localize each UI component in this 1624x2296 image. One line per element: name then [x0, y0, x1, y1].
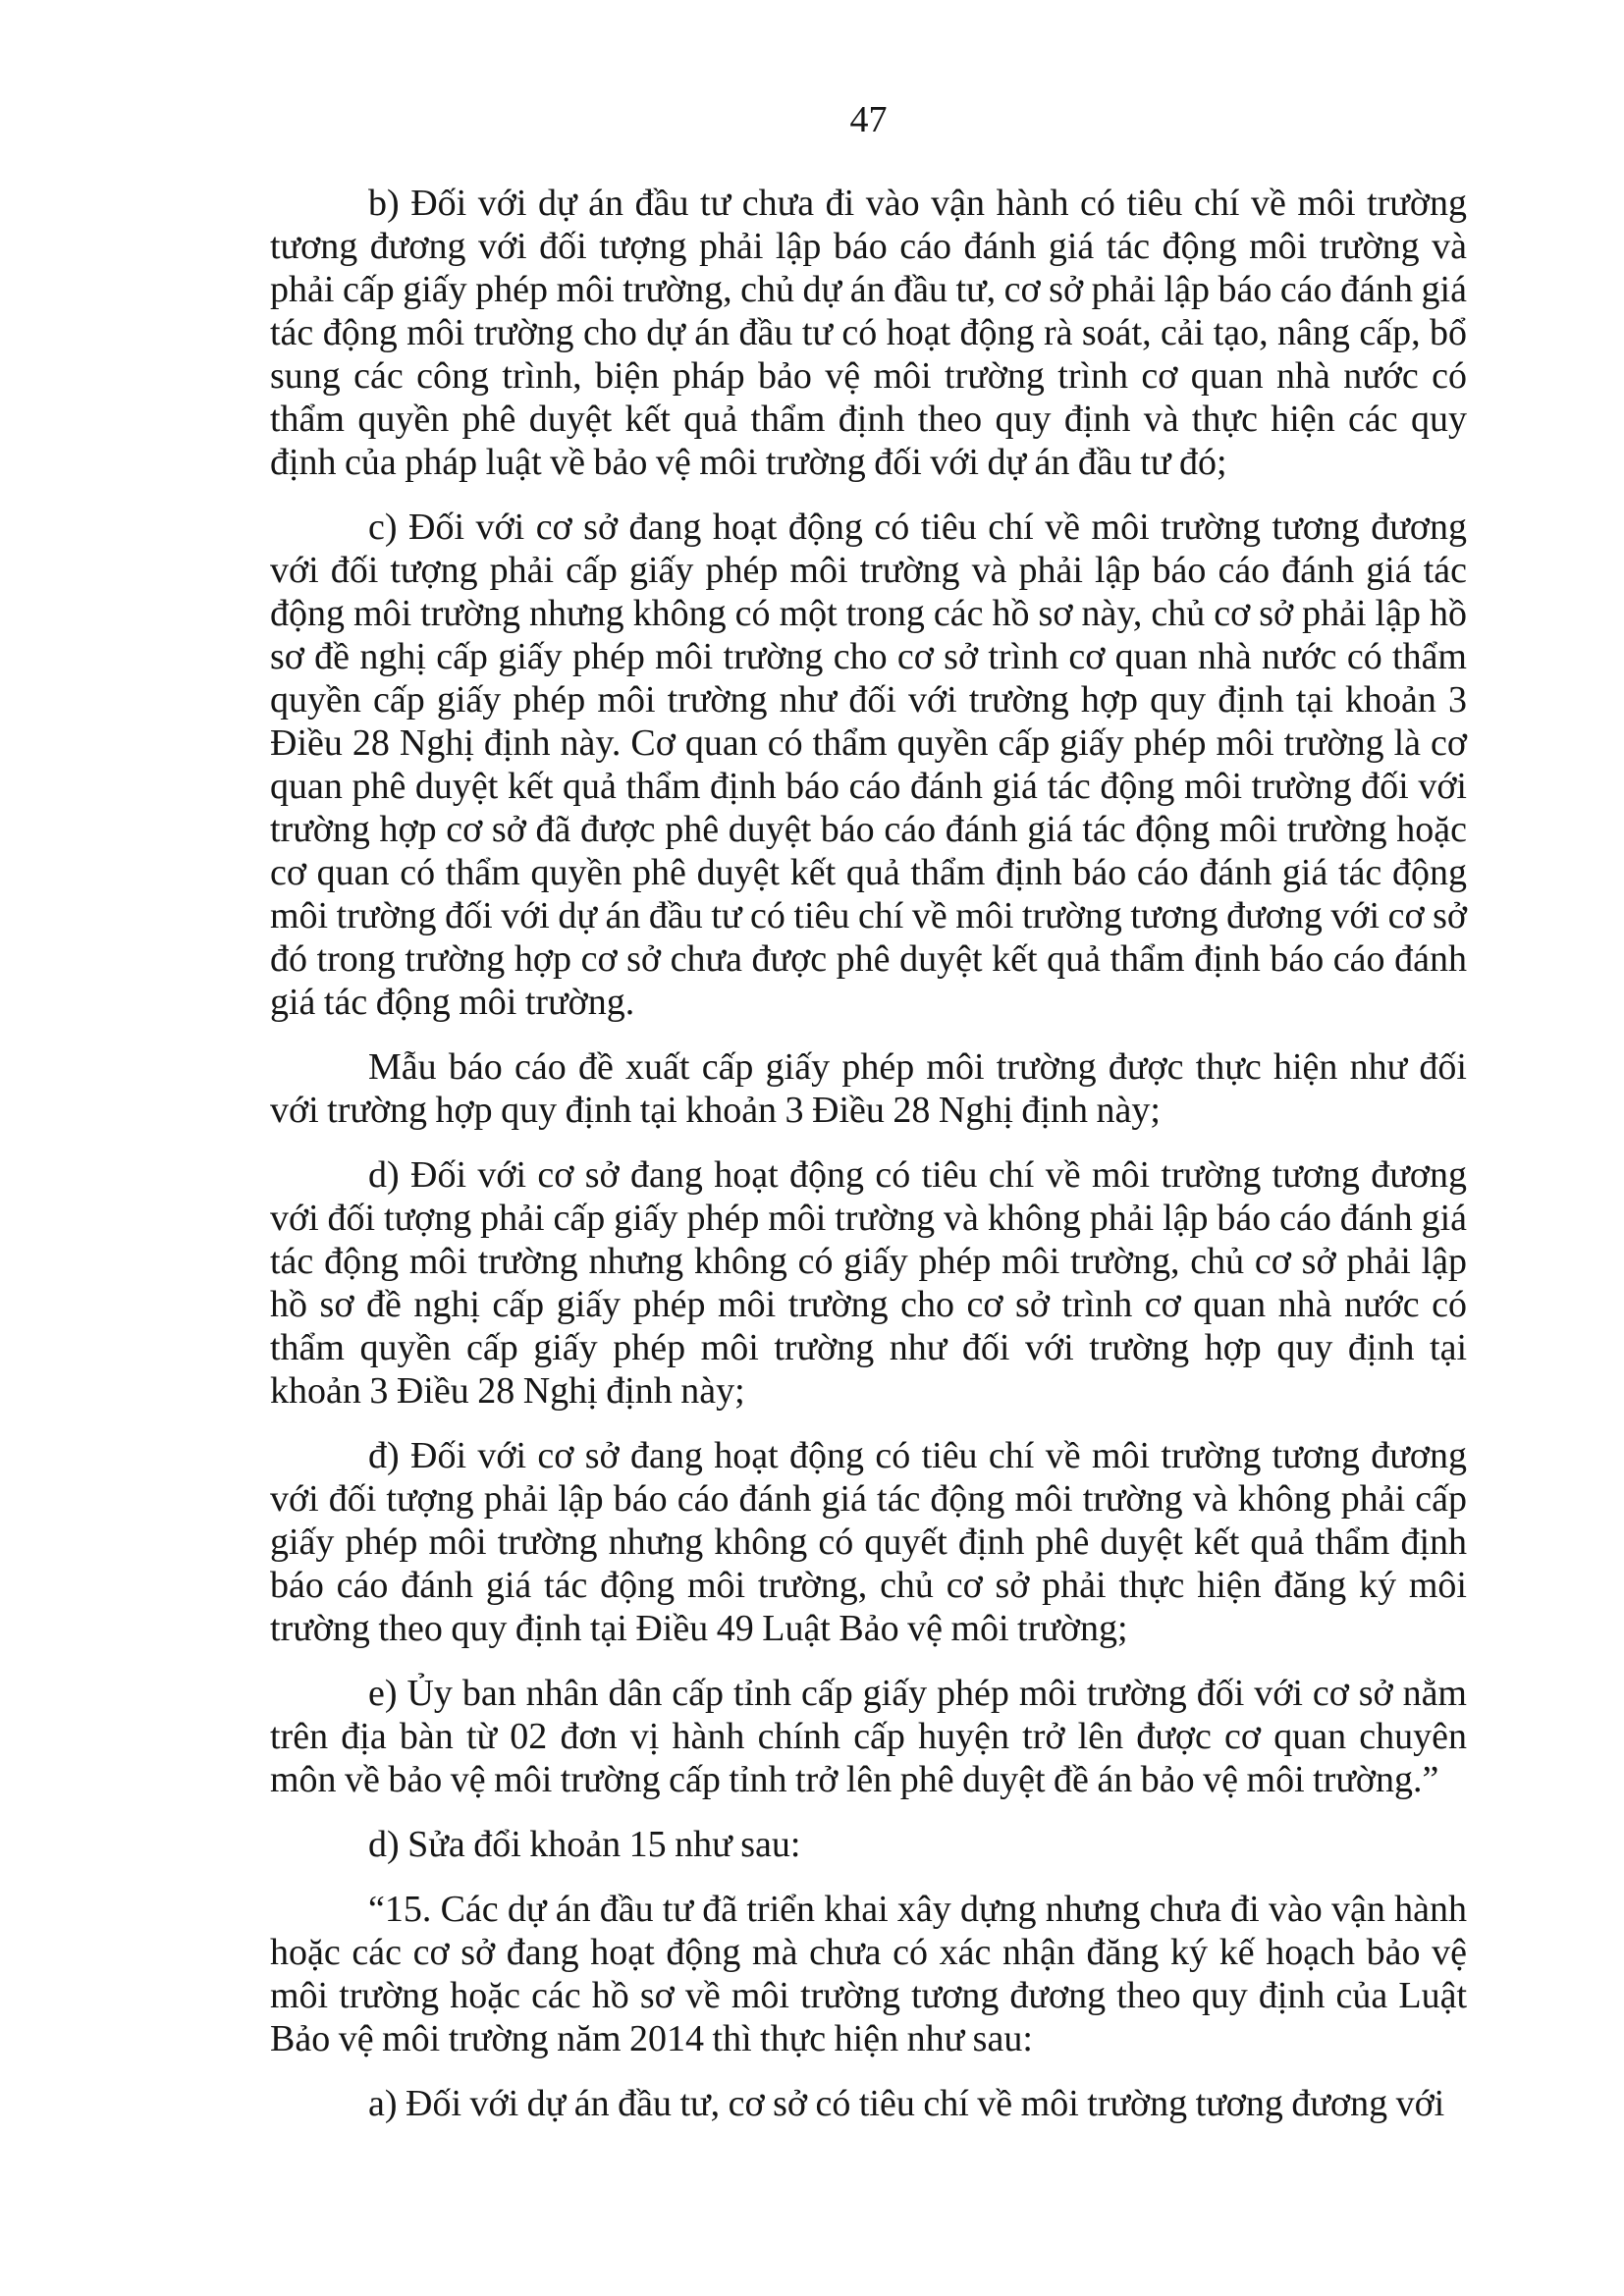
paragraph-point-b: b) Đối với dự án đầu tư chưa đi vào vận hành có tiêu chí về môi trường tương đương với đối tượng phải lập báo cáo đánh giá tác động môi trường và phải cấp giấy phép môi trường, chủ dự án đầu tư, cơ sở phải lập báo cáo đánh giá tác động môi trường cho dự án đầu tư có hoạt động rà soát, cải tạo, nâng cấp, bổ sung các công trình, biện pháp bảo vệ môi trường trình cơ quan nhà nước có thẩm quyền phê duyệt kết quả thẩm định theo quy định và thực hiện các quy định của pháp luật về bảo vệ môi trường đối với dự án đầu tư đó;: [270, 183, 1467, 483]
paragraph-point-e: e) Ủy ban nhân dân cấp tỉnh cấp giấy phép môi trường đối với cơ sở nằm trên địa bàn từ 02 đơn vị hành chính cấp huyện trở lên được cơ quan chuyên môn về bảo vệ môi trường cấp tỉnh trở lên phê duyệt đề án bảo vệ môi trường.”: [270, 1673, 1467, 1800]
paragraph-d-sua-doi-khoan-15: d) Sửa đổi khoản 15 như sau:: [368, 1824, 801, 1865]
document-body: [270, 182, 1467, 2125]
paragraph-point-d: d) Đối với cơ sở đang hoạt động có tiêu chí về môi trường tương đương với đối tượng phải cấp giấy phép môi trường và không phải lập báo cáo đánh giá tác động môi trường nhưng không có giấy phép môi trường, chủ cơ sở phải lập hồ sơ đề nghị cấp giấy phép môi trường cho cơ sở trình cơ quan nhà nước có thẩm quyền cấp giấy phép môi trường như đối với trường hợp quy định tại khoản 3 Điều 28 Nghị định này;: [270, 1154, 1467, 1412]
paragraph-point-a: a) Đối với dự án đầu tư, cơ sở có tiêu chí về môi trường tương đương với: [368, 2083, 1445, 2124]
paragraph-mau-bao-cao: Mẫu báo cáo đề xuất cấp giấy phép môi trường được thực hiện như đối với trường hợp quy định tại khoản 3 Điều 28 Nghị định này;: [270, 1046, 1467, 1131]
paragraph-point-dd: đ) Đối với cơ sở đang hoạt động có tiêu chí về môi trường tương đương với đối tượng phải lập báo cáo đánh giá tác động môi trường và không phải cấp giấy phép môi trường nhưng không có quyết định phê duyệt kết quả thẩm định báo cáo đánh giá tác động môi trường, chủ cơ sở phải thực hiện đăng ký môi trường theo quy định tại Điều 49 Luật Bảo vệ môi trường;: [270, 1435, 1467, 1649]
paragraph-khoan-15: “15. Các dự án đầu tư đã triển khai xây dựng nhưng chưa đi vào vận hành hoặc các cơ sở đang hoạt động mà chưa có xác nhận đăng ký kế hoạch bảo vệ môi trường hoặc các hồ sơ về môi trường tương đương theo quy định của Luật Bảo vệ môi trường năm 2014 thì thực hiện như sau:: [270, 1889, 1467, 2059]
page-number: 47: [849, 99, 888, 140]
paragraph-point-c: c) Đối với cơ sở đang hoạt động có tiêu chí về môi trường tương đương với đối tượng phải cấp giấy phép môi trường và phải lập báo cáo đánh giá tác động môi trường nhưng không có một trong các hồ sơ này, chủ cơ sở phải lập hồ sơ đề nghị cấp giấy phép môi trường cho cơ sở trình cơ quan nhà nước có thẩm quyền cấp giấy phép môi trường như đối với trường hợp quy định tại khoản 3 Điều 28 Nghị định này. Cơ quan có thẩm quyền cấp giấy phép môi trường là cơ quan phê duyệt kết quả thẩm định báo cáo đánh giá tác động môi trường đối với trường hợp cơ sở đã được phê duyệt báo cáo đánh giá tác động môi trường hoặc cơ quan có thẩm quyền phê duyệt kết quả thẩm định báo cáo đánh giá tác động môi trường đối với dự án đầu tư có tiêu chí về môi trường tương đương với cơ sở đó trong trường hợp cơ sở chưa được phê duyệt kết quả thẩm định báo cáo đánh giá tác động môi trường.: [270, 507, 1467, 1023]
